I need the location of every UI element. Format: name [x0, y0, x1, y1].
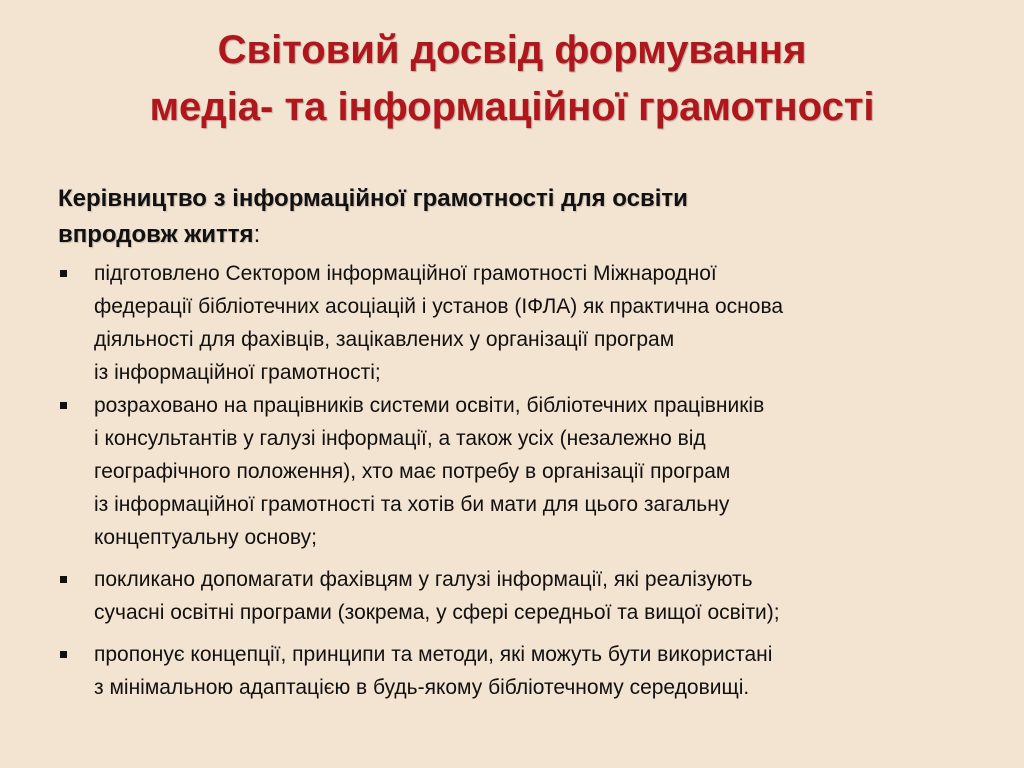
list-item-line: сучасні освітні програми (зокрема, у сфері середньої та вищої освіти);	[94, 601, 780, 624]
list-item	[58, 638, 993, 704]
square-bullet-icon	[60, 651, 67, 658]
square-bullet-icon	[60, 270, 67, 277]
list-item-line: географічного положення), хто має потребу в організації програм	[94, 460, 731, 483]
list-item-line: із інформаційної грамотності;	[94, 361, 381, 384]
section-heading-colon: :	[253, 221, 261, 248]
section-heading	[58, 181, 978, 253]
section-heading-line-2	[58, 217, 978, 253]
list-item	[58, 563, 993, 629]
slide-title-line-1: Світовий досвід формування	[217, 28, 807, 72]
slide-title-line-2: медіа- та інформаційної грамотності	[149, 85, 875, 129]
list-item-line: підготовлено Сектором інформаційної грамотності Міжнародної	[94, 262, 717, 285]
list-item	[58, 389, 993, 554]
square-bullet-icon	[60, 576, 67, 583]
section-heading-text: впродовж життя	[58, 221, 254, 248]
list-item-line: і консультантів у галузі інформації, а також усіх (незалежно від	[94, 427, 706, 450]
square-bullet-icon	[60, 402, 67, 409]
slide-title	[0, 22, 1024, 136]
bullet-list	[58, 257, 993, 704]
list-item-line: діяльності для фахівців, зацікавлених у організації програм	[94, 328, 675, 351]
list-item-line: покликано допомагати фахівцям у галузі інформації, які реалізують	[94, 568, 753, 591]
list-item-line: із інформаційної грамотності та хотів би мати для цього загальну	[94, 493, 730, 516]
list-item-line: з мінімальною адаптацією в будь-якому бібліотечному середовищі.	[94, 676, 750, 699]
list-item-line: федерації бібліотечних асоціацій і установ (ІФЛА) як практична основа	[94, 295, 784, 318]
list-item-line: розраховано на працівників системи освіти, бібліотечних працівників	[94, 394, 765, 417]
list-item	[58, 257, 993, 389]
section-heading-line-1: Керівництво з інформаційної грамотності для освіти	[58, 185, 688, 212]
list-item-line: концептуальну основу;	[94, 526, 317, 549]
list-item-line: пропонує концепції, принципи та методи, які можуть бути використані	[94, 643, 773, 666]
